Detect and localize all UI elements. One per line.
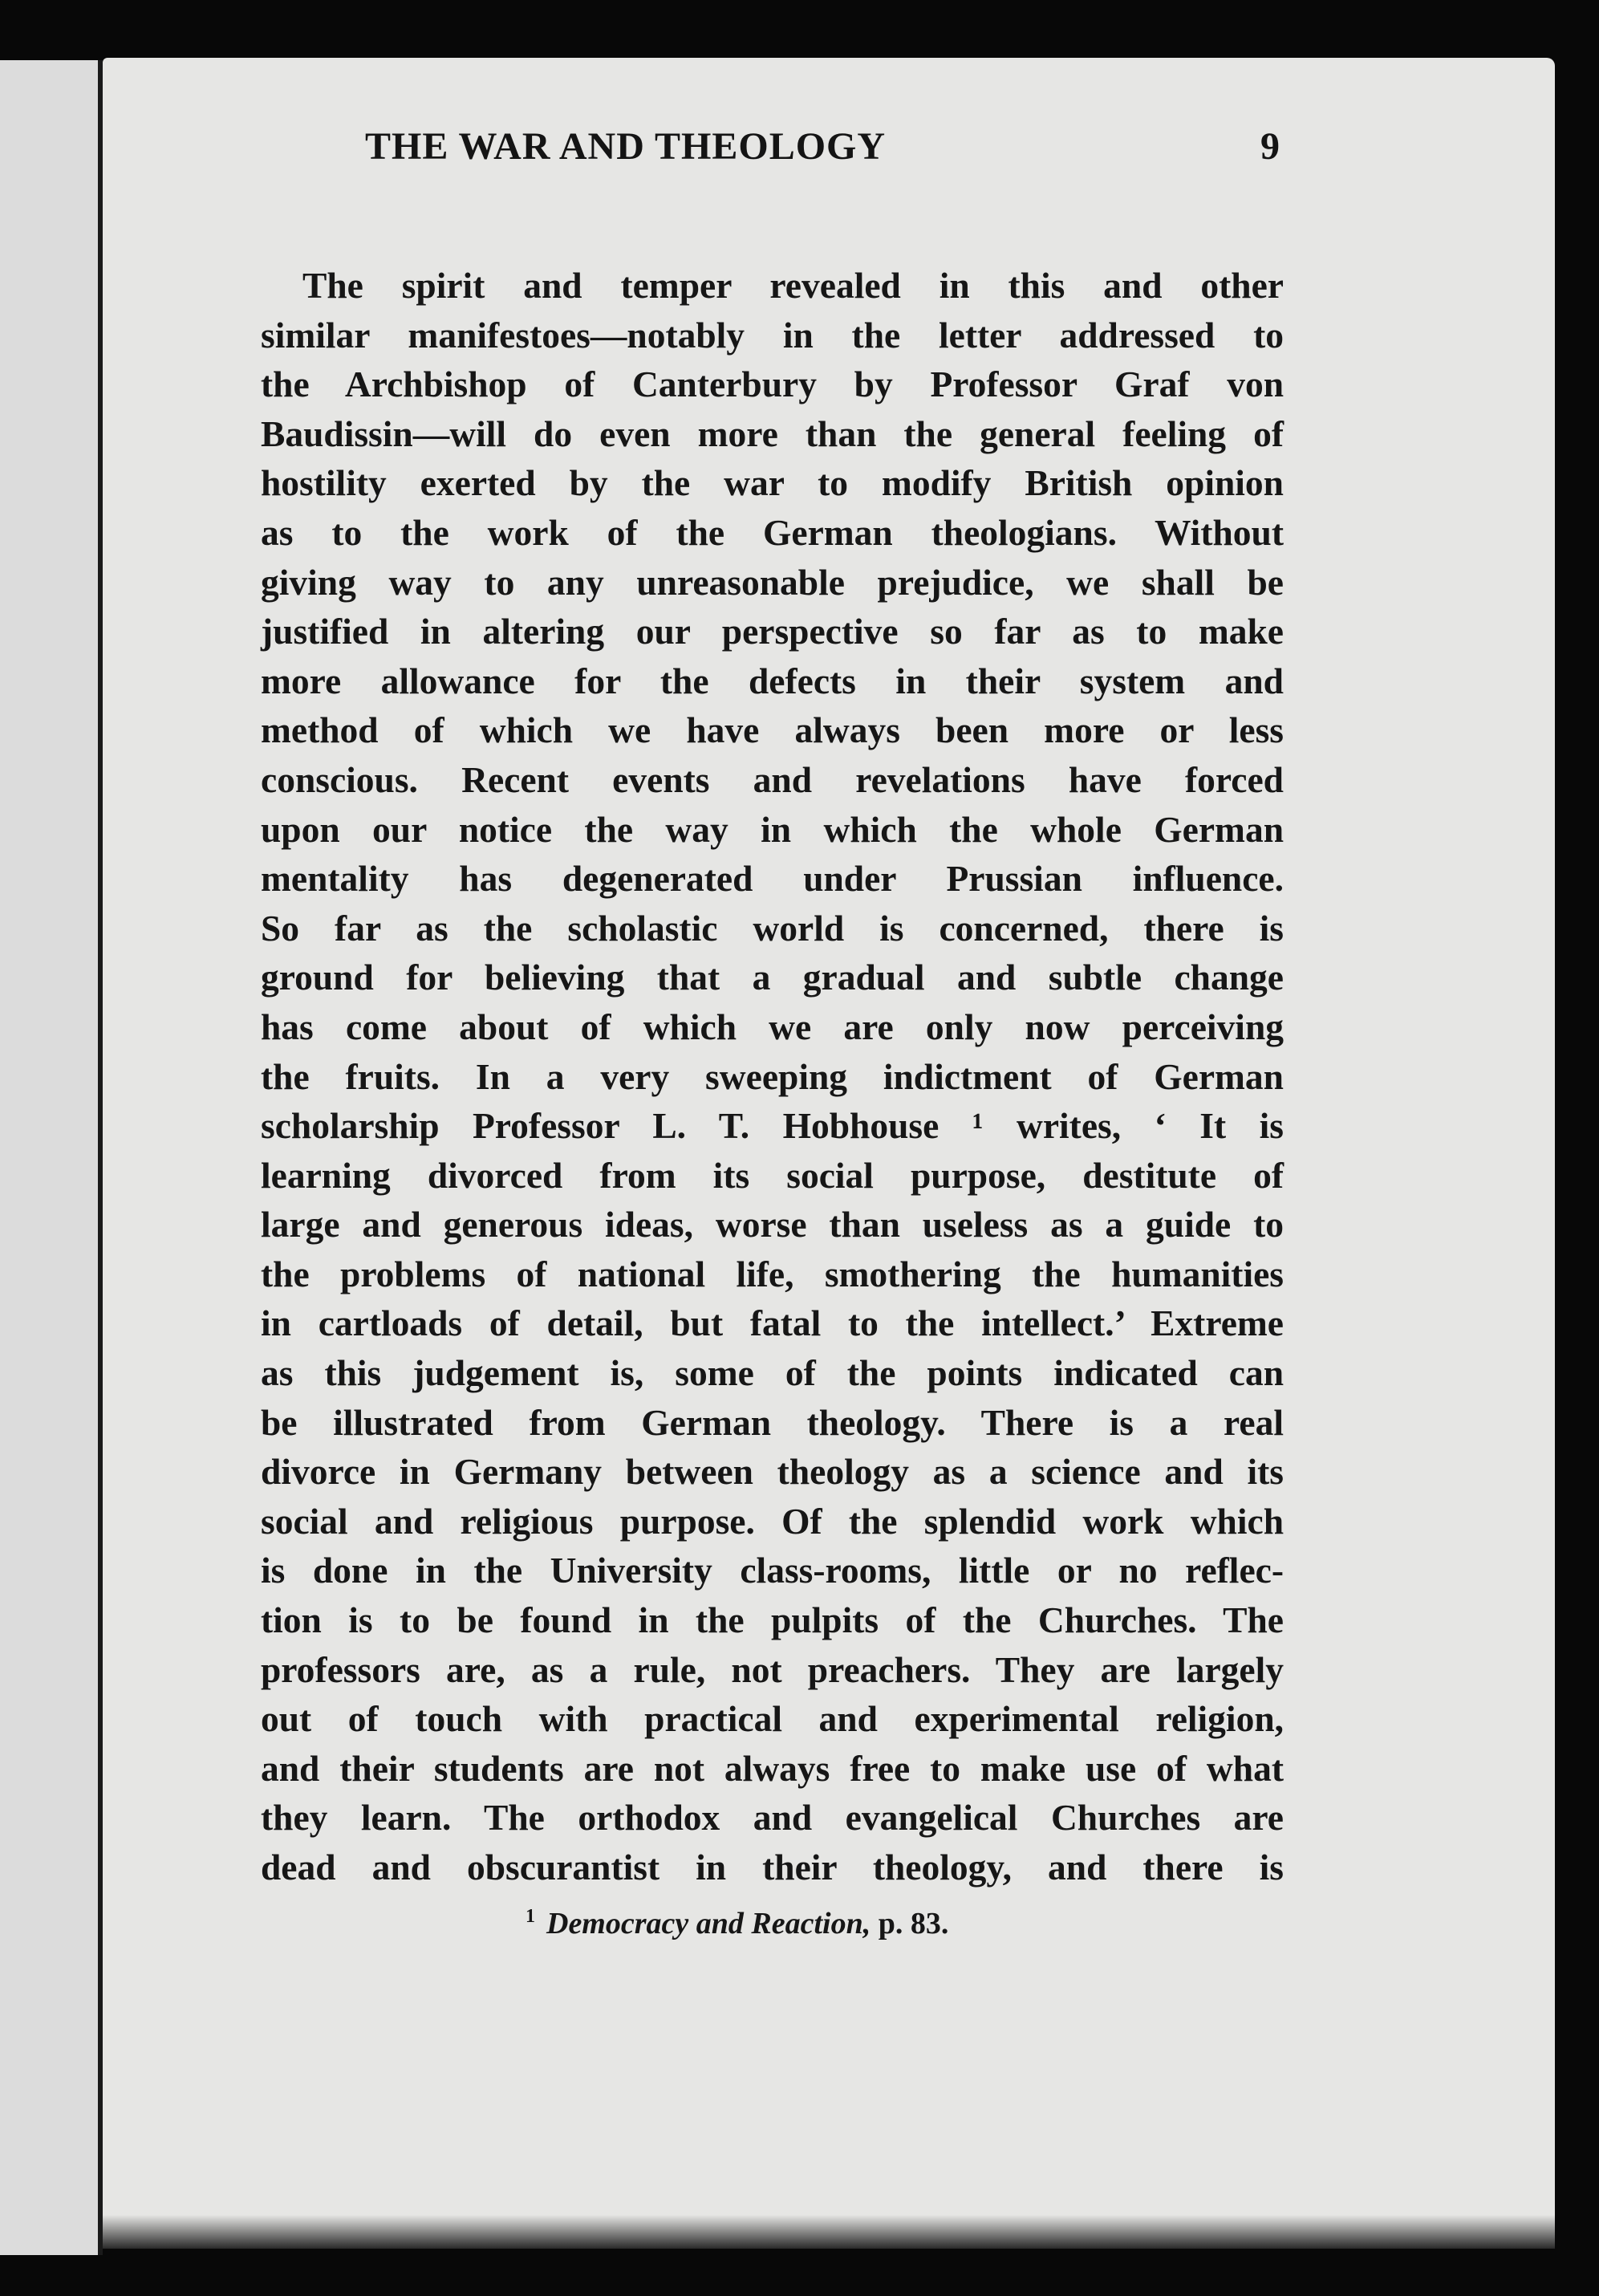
text-line: dead and obscurantist in their theology, and there is — [261, 1847, 1284, 1888]
text-line: be illustrated from German theology. There is a real — [261, 1401, 1284, 1443]
text-line: upon our notice the way in which the whole German — [261, 808, 1284, 850]
facing-page-edge — [0, 60, 103, 2255]
footnote — [526, 1906, 948, 1941]
text-line: out of touch with practical and experimental religion, — [261, 1698, 1284, 1740]
text-line: they learn. The orthodox and evangelical Churches are — [261, 1797, 1284, 1839]
text-line: professors are, as a rule, not preachers. They are largely — [261, 1648, 1284, 1690]
text-line: conscious. Recent events and revelations have forced — [261, 758, 1284, 800]
text-line: the problems of national life, smothering the humanities — [261, 1253, 1284, 1294]
text-line: hostility exerted by the war to modify British opinion — [261, 462, 1284, 504]
text-line: So far as the scholastic world is concerned, there is — [261, 907, 1284, 949]
running-head — [365, 118, 1280, 174]
footnote-page: p. 83. — [878, 1907, 949, 1940]
text-line: method of which we have always been more or less — [261, 709, 1284, 751]
text-line: scholarship Professor L. T. Hobhouse ¹ writes, ‘ It is — [261, 1105, 1284, 1147]
text-line: giving way to any unreasonable prejudice, we shall be — [261, 561, 1284, 603]
text-line: divorce in Germany between theology as a science and its — [261, 1451, 1284, 1493]
body-text — [261, 261, 1284, 1892]
running-title: THE WAR AND THEOLOGY — [365, 125, 887, 168]
text-line: is done in the University class-rooms, little or no reflec- — [261, 1550, 1284, 1591]
text-line: has come about of which we are only now perceiving — [261, 1006, 1284, 1047]
text-line: social and religious purpose. Of the splendid work which — [261, 1500, 1284, 1542]
text-line: the fruits. In a very sweeping indictment of German — [261, 1055, 1284, 1097]
text-line: large and generous ideas, worse than useless as a guide to — [261, 1204, 1284, 1246]
text-line: justified in altering our perspective so far as to make — [261, 611, 1284, 652]
text-line: more allowance for the defects in their system and — [261, 660, 1284, 701]
text-line: the Archbishop of Canterbury by Professor Graf von — [261, 364, 1284, 405]
text-line: ground for believing that a gradual and subtle change — [261, 957, 1284, 998]
text-line: learning divorced from its social purpose, destitute of — [261, 1154, 1284, 1196]
text-line: and their students are not always free to make use of what — [261, 1747, 1284, 1789]
text-line: tion is to be found in the pulpits of the Churches. The — [261, 1599, 1284, 1641]
footnote-marker: 1 — [526, 1906, 535, 1927]
footnote-title: Democracy and Reaction, — [546, 1907, 871, 1940]
page-number: 9 — [1260, 125, 1280, 168]
page-bottom-shadow — [103, 2215, 1555, 2249]
text-line: as to the work of the German theologians. Without — [261, 511, 1284, 553]
text-line: mentality has degenerated under Prussian influence. — [261, 858, 1284, 900]
text-line: in cartloads of detail, but fatal to the intellect.’ Extreme — [261, 1302, 1284, 1344]
text-line: Baudissin—will do even more than the general feeling of — [261, 412, 1284, 454]
text-line: as this judgement is, some of the points indicated can — [261, 1352, 1284, 1394]
text-line: The spirit and temper revealed in this and other — [302, 265, 1284, 306]
text-line: similar manifestoes—notably in the letter addressed to — [261, 314, 1284, 356]
